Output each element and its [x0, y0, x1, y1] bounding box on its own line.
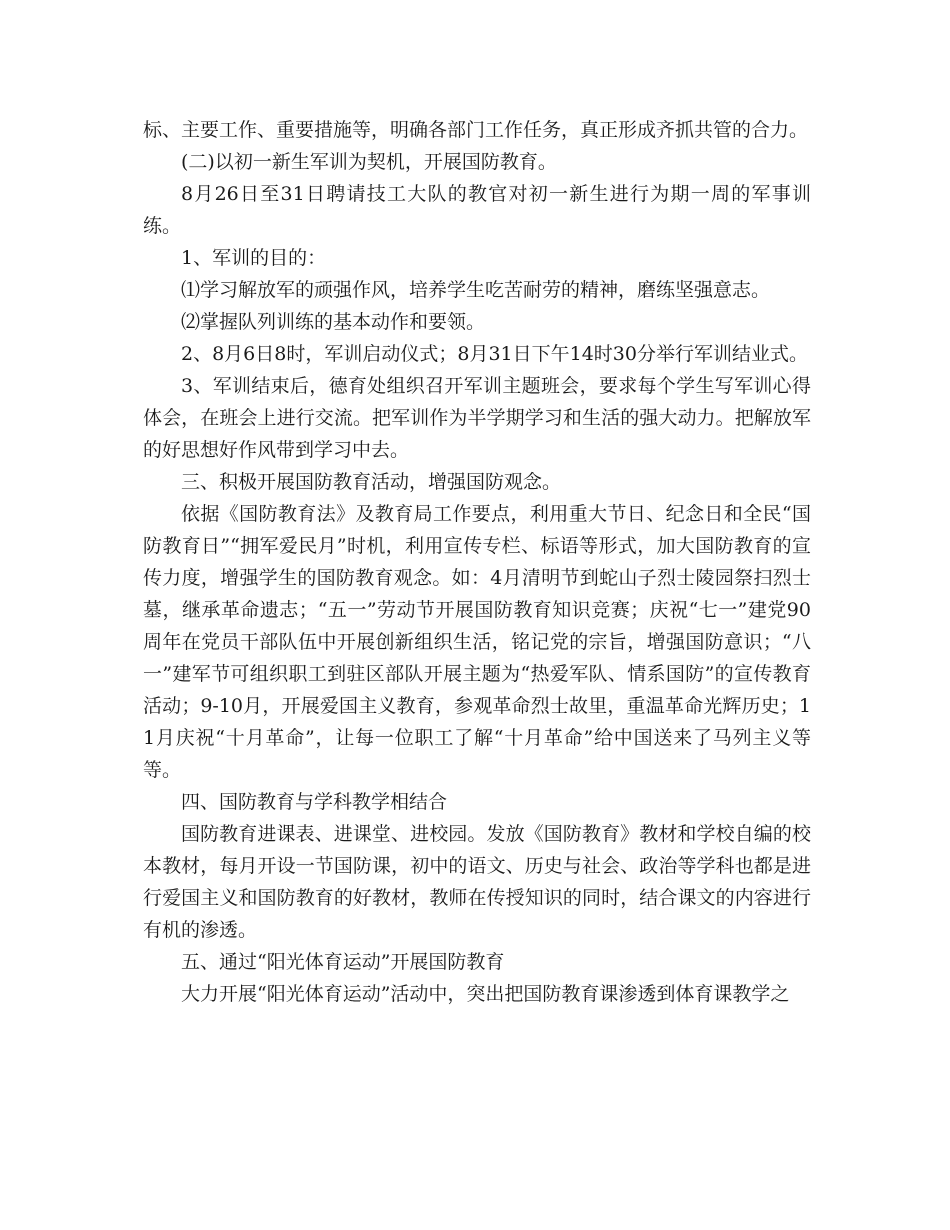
paragraph-13: 大力开展“阳光体育运动”活动中，突出把国防教育课渗透到体育课教学之: [181, 983, 790, 1005]
paragraph-4: ⑴学习解放军的顽强作风，培养学生吃苦耐劳的精神，磨练坚强意志。: [181, 279, 771, 301]
paragraph-12: 五、通过“阳光体育运动”开展国防教育: [181, 951, 505, 973]
document-body: [143, 114, 811, 1010]
paragraph-0: 标、主要工作、重要措施等，明确各部门工作任务，真正形成齐抓共管的合力。: [143, 119, 809, 141]
paragraph-7: 3、军训结束后，德育处组织召开军训主题班会，要求每个学生写军训心得体会，在班会上进行交流。把军训作为半学期学习和生活的强大动力。把解放军的好思想好作风带到学习中去。: [143, 375, 811, 461]
paragraph-6: 2、8月6日8时，军训启动仪式；8月31日下午14时30分举行军训结业式。: [181, 343, 808, 365]
paragraph-9: 依据《国防教育法》及教育局工作要点，利用重大节日、纪念日和全民“国防教育日”“拥军爱民月”时机，利用宣传专栏、标语等形式，加大国防教育的宣传力度，增强学生的国防教育观念。如：4月清明节到蛇山子烈士陵园祭扫烈士墓，继承革命遗志；“五一”劳动节开展国防教育知识竞赛；庆祝“七一”建党90周年在党员干部队伍中开展创新组织生活，铭记党的宗旨，增强国防意识；“八一”建军节可组织职工到驻区部队开展主题为“热爱军队、情系国防”的宣传教育活动；9-10月，开展爱国主义教育，参观革命烈士故里，重温革命光辉历史；11月庆祝“十月革命”，让每一位职工了解“十月革命”给中国送来了马列主义等等。: [143, 503, 811, 781]
paragraph-5: ⑵掌握队列训练的基本动作和要领。: [181, 311, 486, 333]
paragraph-8: 三、积极开展国防教育活动，增强国防观念。: [181, 471, 562, 493]
paragraph-11: 国防教育进课表、进课堂、进校园。发放《国防教育》教材和学校自编的校本教材，每月开设一节国防课，初中的语文、历史与社会、政治等学科也都是进行爱国主义和国防教育的好教材，教师在传授知识的同时，结合课文的内容进行有机的渗透。: [143, 823, 811, 941]
paragraph-3: 1、军训的目的：: [181, 247, 327, 269]
paragraph-10: 四、国防教育与学科教学相结合: [181, 791, 448, 813]
paragraph-1: (二)以初一新生军训为契机，开展国防教育。: [181, 151, 557, 173]
paragraph-2: 8月26日至31日聘请技工大队的教官对初一新生进行为期一周的军事训练。: [143, 183, 811, 237]
